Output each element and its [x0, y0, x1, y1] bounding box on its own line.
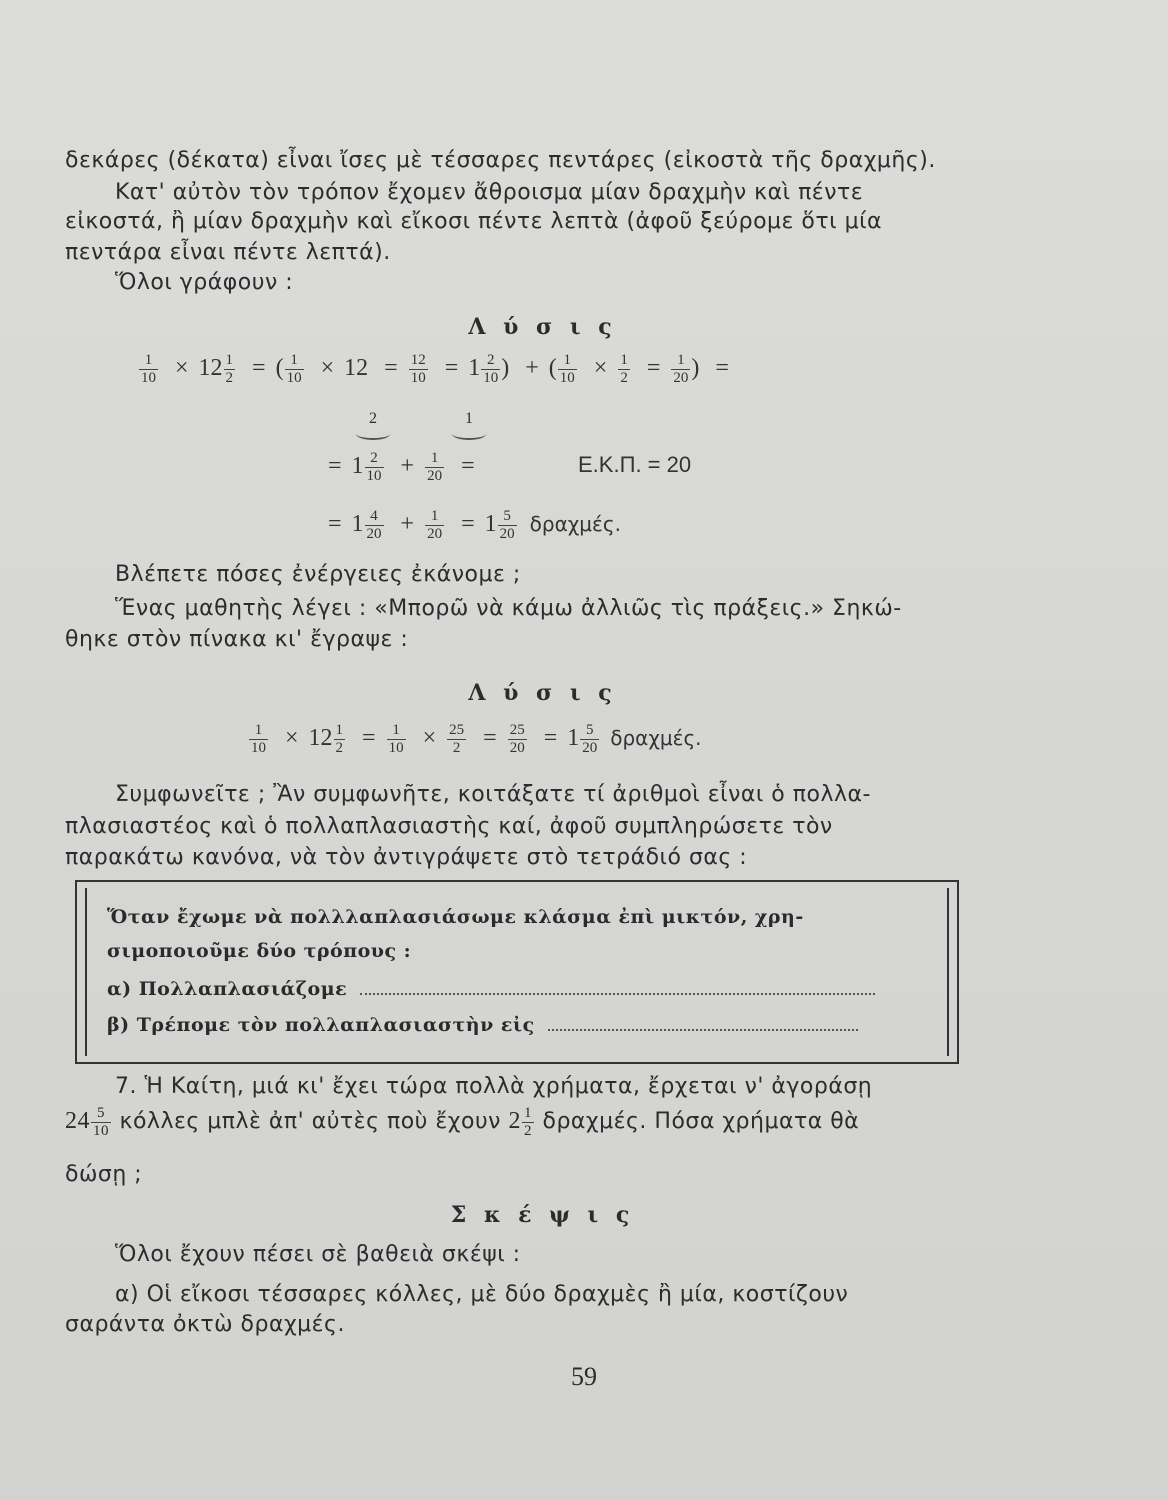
problem-line: 24 $\frac{5}{10}$ κόλλες μπλὲ ἀπ' αὐτὲς ποὺ ἔχουν 2 $\frac{1}{2}$ δραχμές. Πόσα χρήματα θὰ	[65, 1104, 860, 1139]
text-line: δεκάρες (δέκατα) εἶναι ἴσες μὲ τέσσαρες πεντάρες (εἰκοστὰ τῆς δραχμῆς).	[65, 148, 936, 173]
equation-line: $\frac{1}{10}$ × 12 $\frac{1}{2}$ = $\frac{1}{10}$ × $\frac{25}{2}$ = $\frac{25}{20}$ = 1 $\frac{5}{20}$ δραχμές.	[251, 722, 702, 756]
page-number: 59	[571, 1362, 597, 1391]
text-line: Συμφωνεῖτε ; Ἂν συμφωνῆτε, κοιτάξατε τί ἀριθμοὶ εἶναι ὁ πολλα-	[115, 782, 871, 807]
text-line: πεντάρα εἶναι πέντε λεπτά).	[65, 240, 391, 265]
fill-in-blank[interactable]	[360, 987, 875, 995]
rule-item-a-text: α) Πολλαπλασιάζομε	[107, 978, 348, 1000]
problem-line: δώσῃ ;	[65, 1162, 143, 1187]
equation-line: = 1 $\frac{4}{20}$ + $\frac{1}{20}$ = 1 $\frac{5}{20}$ δραχμές.	[328, 508, 621, 542]
text-line: πλασιαστέος καὶ ὁ πολλαπλασιαστὴς καί, ἀφοῦ συμπληρώσετε τὸν	[65, 814, 833, 839]
rule-item-a	[107, 972, 927, 1006]
underbrace-label: 1	[452, 410, 486, 442]
text-line: Ἕνας μαθητὴς λέγει : «Μπορῶ νὰ κάμω ἀλλιῶς τὶς πράξεις.» Σηκώ-	[115, 596, 902, 621]
text-line: εἰκοστά, ἢ μίαν δραχμὴν καὶ εἴκοσι πέντε λεπτὰ (ἀφοῦ ξεύρομε ὅτι μία	[65, 209, 883, 234]
text-line: παρακάτω κανόνα, νὰ τὸν ἀντιγράψετε στὸ τετράδιό σας :	[65, 845, 748, 870]
underbrace-label: 2	[356, 410, 390, 442]
text-line: Κατ' αὐτὸν τὸν τρόπον ἔχομεν ἄθροισμα μίαν δραχμὴν καὶ πέντε	[115, 180, 864, 205]
text-line: σαράντα ὀκτὼ δραχμές.	[65, 1312, 345, 1337]
equation-line: = 1 $\frac{2}{10}$ + $\frac{1}{20}$ =	[328, 450, 475, 484]
text-line: α) Οἱ εἴκοσι τέσσαρες κόλλες, μὲ δύο δραχμὲς ἢ μία, κοστίζουν	[115, 1282, 849, 1307]
rule-item-b	[107, 1008, 927, 1042]
rule-line: σιμοποιοῦμε δύο τρόπους :	[107, 940, 412, 962]
text-line: Ὅλοι γράφουν :	[115, 270, 294, 295]
section-heading: Λ ύ σ ι ς	[468, 680, 617, 706]
text-line: Βλέπετε πόσες ἐνέργειες ἐκάνομε ;	[115, 562, 521, 587]
lcm-note: Ε.Κ.Π. = 20	[578, 452, 692, 477]
equation-line: $\frac{1}{10}$ × 12 $\frac{1}{2}$ = ( $\frac{1}{10}$ × 12 = $\frac{12}{10}$ = 1 $\frac{2}{10}$ ) + ( $\frac{1}{10}$ × $\frac{1}{2}$ = $\frac{1}{20}$ ) =	[141, 352, 729, 386]
rule-item-b-text: β) Τρέπομε τὸν πολλαπλασιαστὴν εἰς	[107, 1014, 535, 1036]
section-heading: Σ κ έ ψ ι ς	[450, 1202, 635, 1228]
rule-box	[75, 880, 959, 1064]
problem-line: 7. Ἡ Καίτη, μιά κι' ἔχει τώρα πολλὰ χρήματα, ἔρχεται ν' ἀγοράσῃ	[115, 1074, 873, 1099]
section-heading: Λ ύ σ ι ς	[468, 314, 617, 340]
text-line: θηκε στὸν πίνακα κι' ἔγραψε :	[65, 627, 409, 652]
rule-line: Ὅταν ἔχωμε νὰ πολλλαπλασιάσωμε κλάσμα ἐπὶ μικτόν, χρη-	[107, 906, 804, 928]
fill-in-blank[interactable]	[548, 1023, 858, 1031]
text-line: Ὅλοι ἔχουν πέσει σὲ βαθειὰ σκέψι :	[115, 1242, 521, 1267]
